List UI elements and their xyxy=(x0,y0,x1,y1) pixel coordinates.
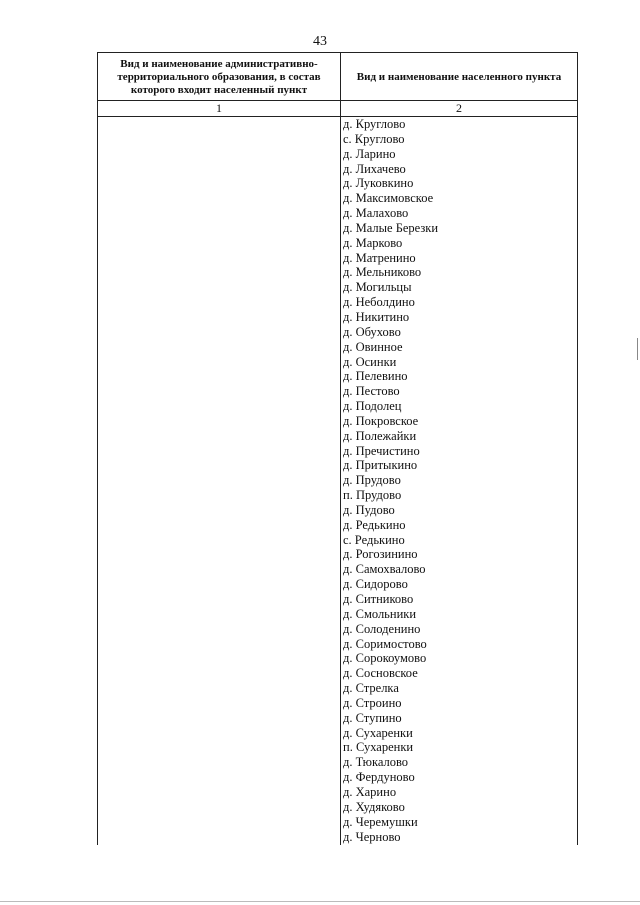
settlement-item: д. Матренино xyxy=(343,250,416,265)
settlement-item: д. Строино xyxy=(343,695,402,710)
settlement-item: д. Ступино xyxy=(343,710,402,725)
settlement-item: д. Круглово xyxy=(343,117,406,131)
settlement-item: д. Пелевино xyxy=(343,369,408,384)
settlement-item: д. Сидорово xyxy=(343,577,408,592)
settlement-item: с. Редькино xyxy=(343,532,405,547)
settlement-item: д. Фердуново xyxy=(343,770,415,785)
table-header-row xyxy=(98,53,577,101)
scan-artifact-mark xyxy=(637,338,638,360)
settlement-item: д. Рогозинино xyxy=(343,547,418,562)
footer-line xyxy=(0,901,640,902)
settlement-item: д. Максимовское xyxy=(343,191,434,206)
column-divider xyxy=(340,53,341,845)
settlement-item: д. Никитино xyxy=(343,309,410,324)
settlement-item: д. Неболдино xyxy=(343,295,415,310)
settlement-item: д. Овинное xyxy=(343,339,403,354)
settlement-list xyxy=(343,117,438,844)
settlement-item: д. Пудово xyxy=(343,502,395,517)
settlement-item: д. Лихачево xyxy=(343,161,406,176)
column-number-1: 1 xyxy=(216,101,222,115)
column-number-2: 2 xyxy=(456,101,462,115)
settlement-item: д. Харино xyxy=(343,784,397,799)
settlement-item: д. Смольники xyxy=(343,606,417,621)
settlement-item: д. Солоденино xyxy=(343,621,421,636)
settlement-item: д. Пречистино xyxy=(343,443,420,458)
settlement-item: д. Пестово xyxy=(343,384,400,399)
settlement-item: д. Ларино xyxy=(343,146,396,161)
settlement-item: д. Осинки xyxy=(343,354,397,369)
settlement-item: д. Самохвалово xyxy=(343,562,426,577)
settlement-item: д. Худяково xyxy=(343,799,405,814)
settlement-item: д. Редькино xyxy=(343,517,406,532)
settlement-item: д. Тюкалово xyxy=(343,755,409,770)
settlement-item: д. Сорокоумово xyxy=(343,651,427,666)
settlement-item: д. Черемушки xyxy=(343,814,418,829)
settlement-item: д. Покровское xyxy=(343,413,419,428)
settlement-item: д. Обухово xyxy=(343,324,401,339)
settlement-item: д. Соримостово xyxy=(343,636,427,651)
settlement-item: д. Сухаренки xyxy=(343,725,413,740)
settlement-item: п. Прудово xyxy=(343,488,402,503)
header-admin-unit: Вид и наименование административно-территориального образования, в состав которого входит населенный пункт xyxy=(117,57,321,96)
page-number: 43 xyxy=(313,34,327,49)
settlement-item: д. Прудово xyxy=(343,473,401,488)
settlement-item: д. Сосновское xyxy=(343,666,418,681)
settlement-item: д. Притыкино xyxy=(343,458,418,473)
settlement-item: д. Полежайки xyxy=(343,428,417,443)
settlements-table xyxy=(97,52,578,845)
settlement-item: д. Ситниково xyxy=(343,592,414,606)
settlement-item: п. Сухаренки xyxy=(343,740,414,755)
settlement-item: д. Малахово xyxy=(343,206,409,221)
settlement-item: д. Подолец xyxy=(343,399,402,414)
header-settlement: Вид и наименование населенного пункта xyxy=(356,70,562,83)
column-number-row xyxy=(98,101,577,117)
settlement-item: д. Марково xyxy=(343,235,403,250)
settlement-item: д. Луковкино xyxy=(343,176,414,191)
settlement-item: д. Могильцы xyxy=(343,280,412,295)
settlement-item: д. Черново xyxy=(343,829,401,844)
settlement-item: с. Круглово xyxy=(343,131,405,146)
settlement-item: д. Стрелка xyxy=(343,681,399,696)
settlement-item: д. Малые Березки xyxy=(343,220,439,235)
settlement-item: д. Мельниково xyxy=(343,265,422,280)
